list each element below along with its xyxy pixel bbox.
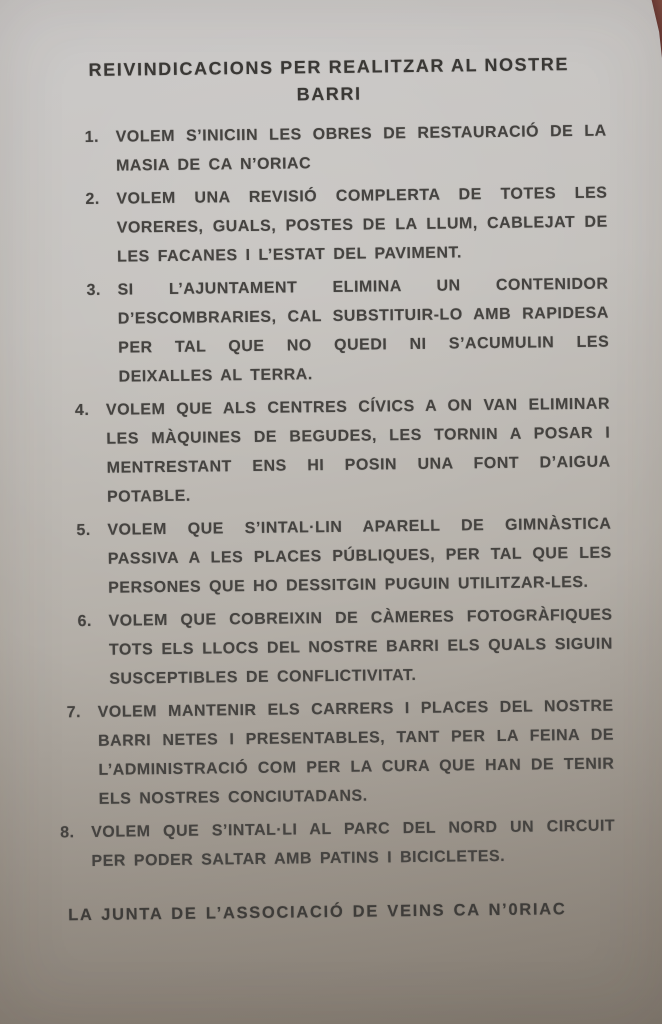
list-item (60, 812, 616, 877)
item-text: SI L’AJUNTAMENT ELIMINA UN CONTENIDOR D’ESCOMBRARIES, CAL SUBSTITUIR-LO AMB RAPIDESA PER TAL QUE NO QUEDI NI S’ACUMULIN LES DEIXALLES AL TERRA. (117, 275, 610, 386)
item-text: VOLEM QUE COBREIXIN DE CÀMERES FOTOGRÀFIQUES TOTS ELS LLOCS DEL NOSTRE BARRI ELS QUALS SIGUIN SUSCEPTIBLES DE CONFLICTIVITAT. (108, 606, 613, 688)
item-number: 5. (76, 521, 91, 540)
demands-list (52, 117, 615, 877)
list-item (84, 117, 607, 181)
item-number: 3. (86, 281, 101, 299)
item-text: VOLEM QUE S’INTAL·LI AL PARC DEL NORD UN CIRCUIT PER PODER SALTAR AMB PATINS I BICICLETES. (91, 817, 616, 870)
list-item (76, 510, 612, 604)
item-number: 4. (74, 401, 90, 420)
list-item (85, 179, 608, 272)
item-text: VOLEM S’INICIIN LES OBRES DE RESTAURACIÓ DE LA MASIA DE CA N’ORIAC (115, 122, 607, 175)
item-text: VOLEM QUE S’INTAL·LIN APARELL DE GIMNÀSTICA PASSIVA A LES PLACES PÚBLIQUES, PER TAL QUE LES PERSONES QUE HO DESSITGIN PUGUIN UTILITZAR-LES. (107, 515, 612, 597)
item-number: 8. (60, 824, 75, 842)
signature-line: LA JUNTA DE L’ASSOCIACIÓ DE VEINS CA N’0RIAC (68, 900, 567, 925)
list-item (67, 692, 615, 815)
item-number: 6. (77, 612, 93, 631)
list-item (77, 601, 613, 695)
item-number: 2. (85, 190, 100, 208)
item-number: 7. (66, 704, 82, 722)
item-text: VOLEM UNA REVISIÓ COMPLERTA DE TOTES LES VORERES, GUALS, POSTES DE LA LLUM, CABLEJAT DE LES FACANES I L’ESTAT DEL PAVIMENT. (116, 184, 608, 266)
document-title: REIVINDICACIONS PER REALITZAR AL NOSTRE BARRI (88, 54, 570, 105)
item-number: 1. (84, 128, 100, 146)
list-item (75, 390, 611, 513)
item-text: VOLEM MANTENIR ELS CARRERS I PLACES DEL NOSTRE BARRI NETES I PRESENTABLES, TANT PER LA FEINA DE L’ADMINISTRACIÓ COM PER LA CURA QUE HAN DE TENIR ELS NOSTRES CONCIUTADANS. (97, 697, 615, 808)
list-item (86, 270, 609, 392)
item-text: VOLEM QUE ALS CENTRES CÍVICS A ON VAN ELIMINAR LES MÀQUINES DE BEGUDES, LES TORNIN A POSAR I MENTRESTANT ENS HI POSIN UNA FONT D’AIGUA POTABLE. (105, 395, 611, 506)
